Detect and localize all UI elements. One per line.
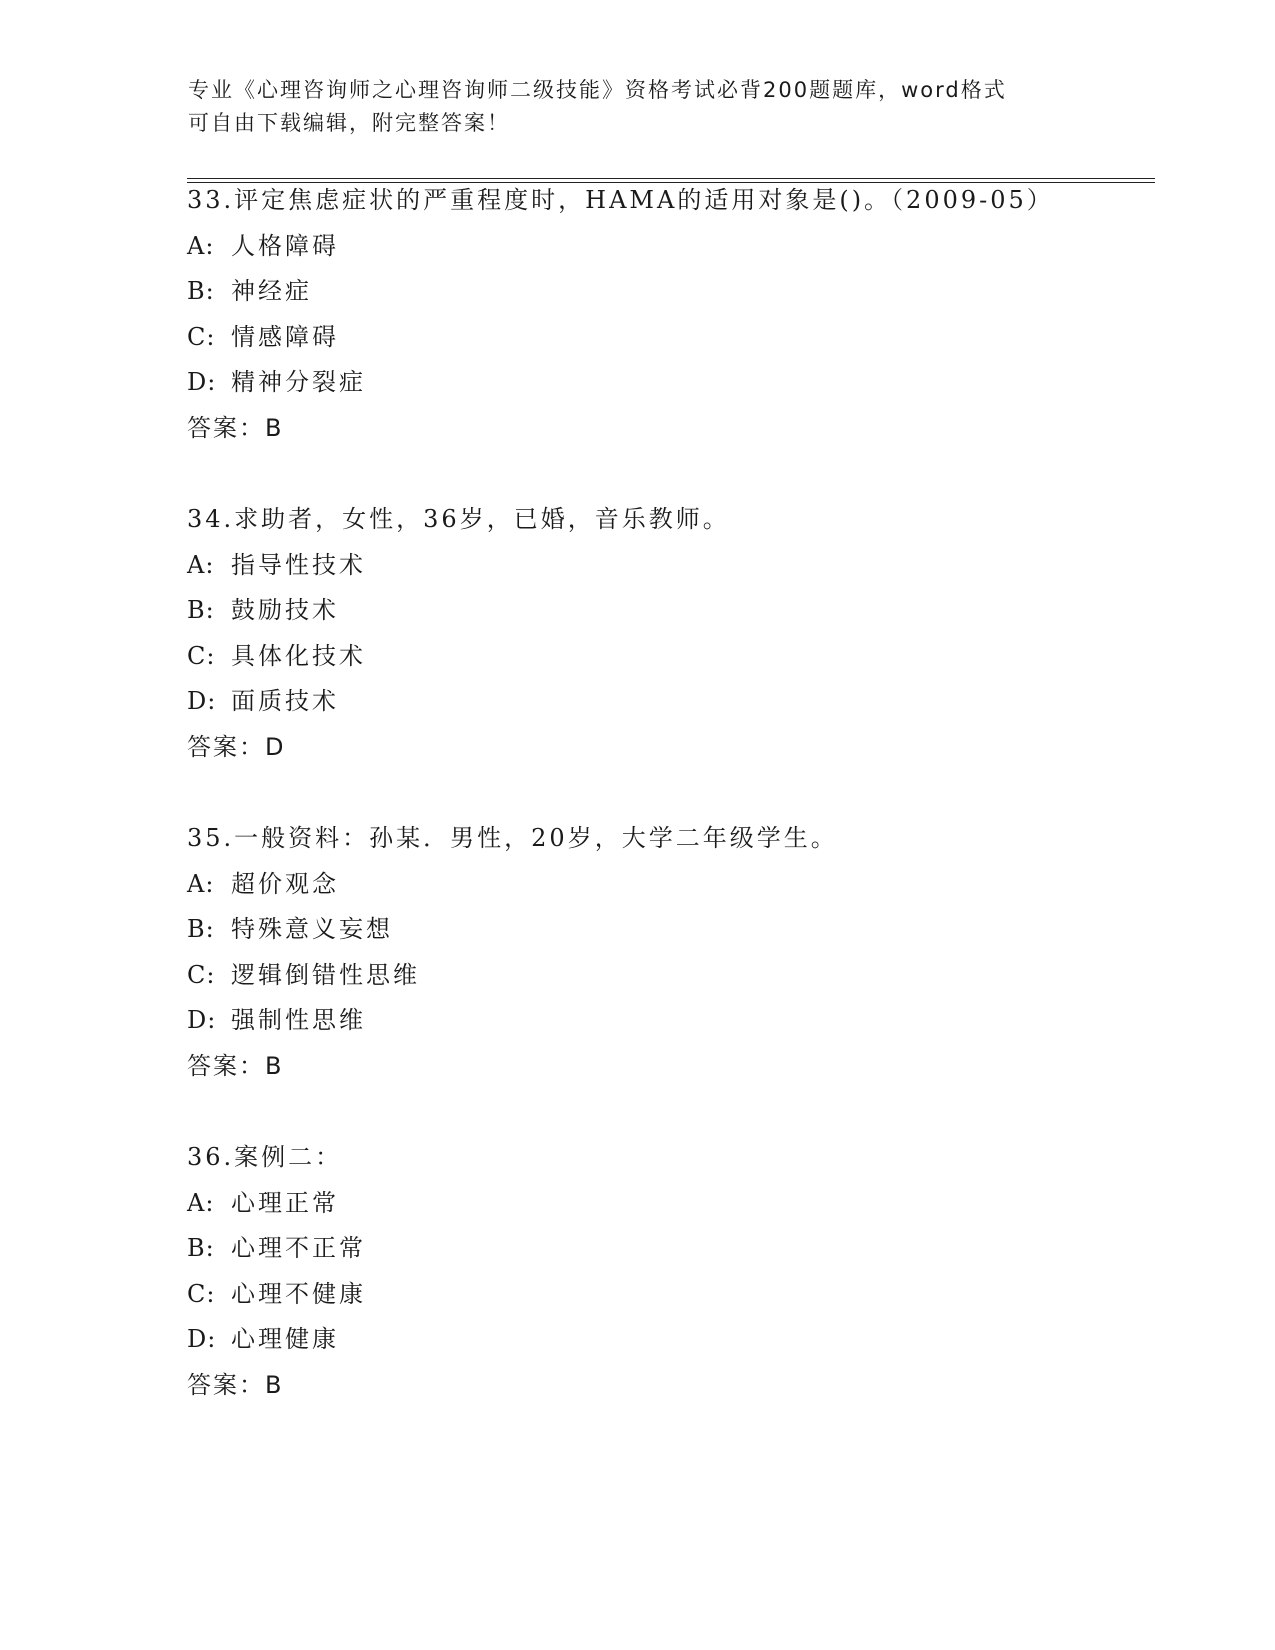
option-a xyxy=(187,543,1147,589)
option-text: 强制性思维 xyxy=(231,1006,366,1034)
option-key: C: xyxy=(187,1279,216,1308)
option-text: 超价观念 xyxy=(231,869,339,898)
question-stem: 33.评定焦虑症状的严重程度时，HAMA的适用对象是()。（2009-05） xyxy=(187,186,1054,214)
question-33 xyxy=(187,178,1147,451)
question-stem: 34.求助者，女性，36岁，已婚，音乐教师。 xyxy=(187,505,730,533)
option-d xyxy=(187,360,1147,406)
option-key: C: xyxy=(187,960,216,989)
header-line-1: 专业《心理咨询师之心理咨询师二级技能》资格考试必背200题题库，word格式 xyxy=(188,78,1007,102)
option-d xyxy=(187,1317,1147,1363)
option-key: B: xyxy=(187,915,215,943)
option-a xyxy=(187,862,1147,908)
question-35 xyxy=(187,816,1147,1089)
option-text: 情感障碍 xyxy=(231,322,339,351)
option-key: D: xyxy=(187,1325,217,1353)
option-d xyxy=(187,679,1147,725)
option-text: 心理不健康 xyxy=(231,1279,366,1308)
document-header xyxy=(188,74,1088,140)
option-c xyxy=(187,1272,1147,1318)
option-b xyxy=(187,907,1147,953)
option-c xyxy=(187,634,1147,680)
option-key: B: xyxy=(187,1234,215,1262)
option-text: 指导性技术 xyxy=(231,550,366,579)
option-text: 特殊意义妄想 xyxy=(231,915,393,943)
question-stem: 35.一般资料：孙某．男性，20岁，大学二年级学生。 xyxy=(187,824,838,852)
option-a xyxy=(187,224,1147,270)
option-key: C: xyxy=(187,641,216,670)
option-text: 鼓励技术 xyxy=(231,596,339,624)
option-text: 心理正常 xyxy=(231,1188,339,1217)
option-d xyxy=(187,998,1147,1044)
answer-line: 答案：B xyxy=(187,1370,284,1399)
option-key: D: xyxy=(187,1006,217,1034)
answer-line: 答案：B xyxy=(187,413,284,442)
option-key: C: xyxy=(187,322,216,351)
question-stem: 36.案例二： xyxy=(187,1143,343,1171)
option-key: B: xyxy=(187,277,215,305)
option-text: 精神分裂症 xyxy=(231,368,366,396)
answer-line: 答案：B xyxy=(187,1051,284,1080)
option-text: 面质技术 xyxy=(231,687,339,715)
option-key: B: xyxy=(187,596,215,624)
option-key: D: xyxy=(187,687,217,715)
option-key: D: xyxy=(187,368,217,396)
option-text: 逻辑倒错性思维 xyxy=(231,960,420,989)
option-a xyxy=(187,1181,1147,1227)
option-text: 心理不正常 xyxy=(231,1234,366,1262)
header-line-2: 可自由下载编辑，附完整答案！ xyxy=(188,111,510,135)
option-b xyxy=(187,588,1147,634)
option-text: 心理健康 xyxy=(231,1325,339,1353)
option-b xyxy=(187,269,1147,315)
option-text: 人格障碍 xyxy=(231,231,339,260)
option-b xyxy=(187,1226,1147,1272)
option-key: A: xyxy=(187,550,215,579)
answer-line: 答案：D xyxy=(187,732,286,761)
option-text: 具体化技术 xyxy=(231,641,366,670)
option-key: A: xyxy=(187,869,215,898)
option-c xyxy=(187,953,1147,999)
option-c xyxy=(187,315,1147,361)
question-36 xyxy=(187,1135,1147,1408)
option-key: A: xyxy=(187,1188,215,1217)
question-34 xyxy=(187,497,1147,770)
option-text: 神经症 xyxy=(231,277,312,305)
option-key: A: xyxy=(187,231,215,260)
